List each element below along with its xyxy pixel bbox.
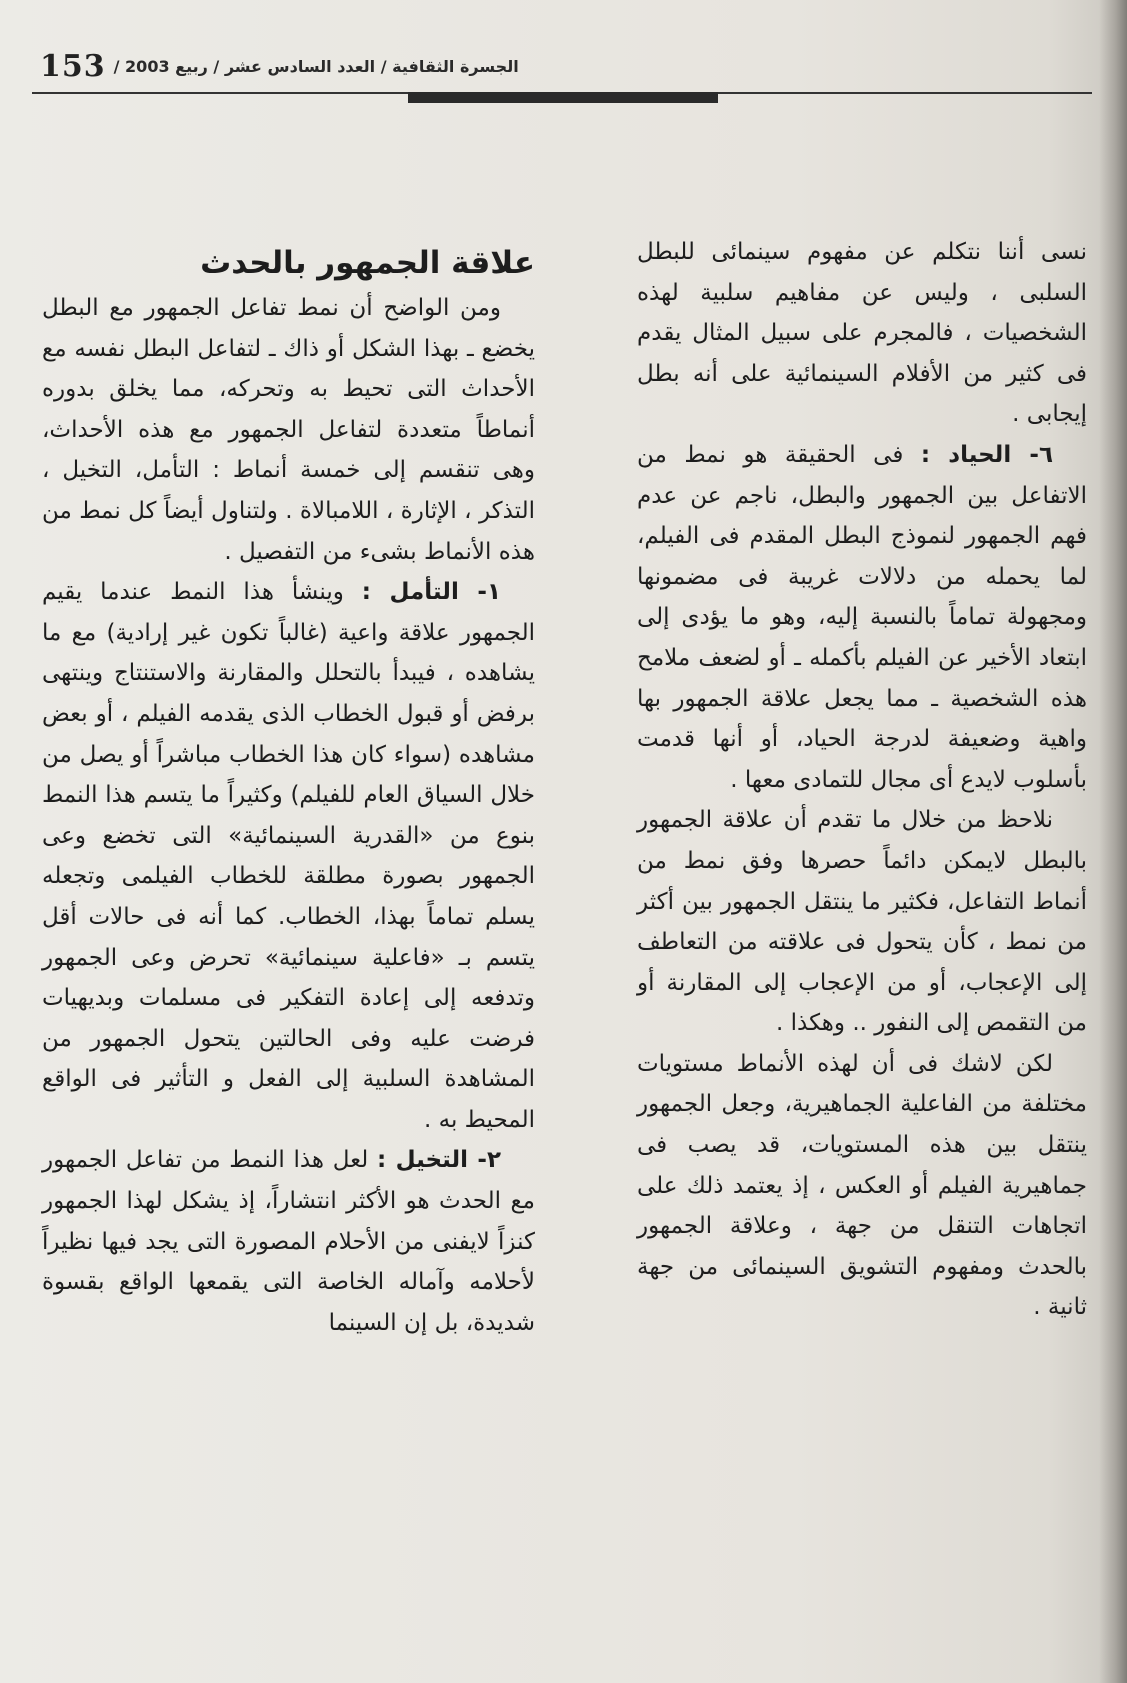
page-header <box>40 42 1090 90</box>
running-title: الجسرة الثقافية / العدد السادس عشر / ربيع 2003 / <box>113 56 519 76</box>
page-number: 153 <box>40 48 106 84</box>
paragraph: نلاحظ من خلال ما تقدم أن علاقة الجمهور بالبطل لايمكن دائماً حصرها وفق نمط من أنماط التفاعل، فكثير ما ينتقل الجمهور بين أكثر من نمط ، كأن يتحول فى علاقته من التعاطف إلى الإعجاب، أو من الإعجاب إلى المقارنة أو من التقمص إلى النفور .. وهكذا . <box>637 807 1087 1037</box>
paragraph: ومن الواضح أن نمط تفاعل الجمهور مع البطل يخضع ـ بهذا الشكل أو ذاك ـ لتفاعل البطل نفسه مع الأحداث التى تحيط به وتحركه، مما يخلق بدوره أنماطاً متعددة لتفاعل الجمهور مع هذه الأحداث، وهى تنقسم إلى خمسة أنماط : التأمل، التخيل ، التذكر ، الإثارة ، اللامبالاة . ولتناول أيضاً كل نمط من هذه الأنماط بشىء من التفصيل . <box>42 295 535 565</box>
header-rule-accent <box>408 92 718 103</box>
paragraph: لكن لاشك فى أن لهذه الأنماط مستويات مختلفة من الفاعلية الجماهيرية، وجعل الجمهور ينتقل بين هذه المستويات، قد يصب فى جماهيرية الفيلم أو العكس ، إذ يعتمد ذلك على اتجاهات التنقل من جهة ، وعلاقة الجمهور بالحدث ومفهوم التشويق السينمائى من جهة ثانية . <box>637 1050 1087 1321</box>
paragraph-text: وينشأ هذا النمط عندما يقيم الجمهور علاقة واعية (غالباً تكون غير إرادية) مع ما يشاهده ، فيبدأ بالتحلل والمقارنة والاستنتاج وينتهى برفض أو قبول الخطاب الذى يقدمه الفيلم ، أو بعض مشاهده (سواء كان هذا الخطاب مباشراً أو يصل من خلال السياق العام للفيلم) وكثيراً ما يتسم هذا النمط بنوع من «القدرية السينمائية» التى تخضع وعى الجمهور بصورة مطلقة للخطاب الفيلمى وتجعله يسلم تماماً بهذا، الخطاب. كما أنه فى حالات أقل يتسم بـ «فاعلية سينمائية» تحرض وعى الجمهور وتدفعه إلى إعادة التفكير فى مسلمات وبديهيات فرضت عليه وفى الحالتين يتحول الجمهور من المشاهدة السلبية إلى الفعل و التأثير فى الواقع المحيط به . <box>42 579 535 1133</box>
section-title: علاقة الجمهور بالحدث <box>200 245 535 281</box>
paragraph: نسى أننا نتكلم عن مفهوم سينمائى للبطل السلبى ، وليس عن مفاهيم سلبية لهذه الشخصيات ، فالمجرم على سبيل المثال يقدم فى كثير من الأفلام السينمائية على أنه بطل إيجابى . <box>637 239 1087 428</box>
paragraph-contemplation <box>42 572 535 1140</box>
paragraph-imagination <box>42 1140 535 1343</box>
subheading: ٢- التخيل : <box>376 1147 501 1174</box>
paragraph-text: فى الحقيقة هو نمط من الاتفاعل بين الجمهور والبطل، ناجم عن عدم فهم الجمهور لنموذج البطل المقدم فى الفيلم، لما يحمله من دلالات غريبة فى مضمونها ومجهولة تماماً بالنسبة إليه، وهو ما يؤدى إلى ابتعاد الأخير عن الفيلم بأكمله ـ أو لضعف ملامح هذه الشخصية ـ مما يجعل علاقة الجمهور بها واهية وضعيفة لدرجة الحياد، أو أنها قدمت بأسلوب لايدع أى مجال للتمادى معها . <box>637 441 1087 793</box>
paragraph-text: لعل هذا النمط من تفاعل الجمهور مع الحدث هو الأكثر انتشاراً، إذ يشكل لهذا الجمهور كنزاً لايفنى من الأحلام المصورة التى يجد فيها نظيراً لأحلامه وآماله الخاصة التى يقمعها الواقع بقسوة شديدة، بل إن السينما <box>42 1147 535 1336</box>
subheading: ١- التأمل : <box>361 579 501 606</box>
subheading: ٦- الحياد : <box>920 441 1053 468</box>
page-edge-shadow <box>1099 0 1127 1683</box>
paragraph-neutrality <box>637 435 1087 800</box>
right-column <box>637 232 1087 1328</box>
left-column <box>42 240 535 1343</box>
